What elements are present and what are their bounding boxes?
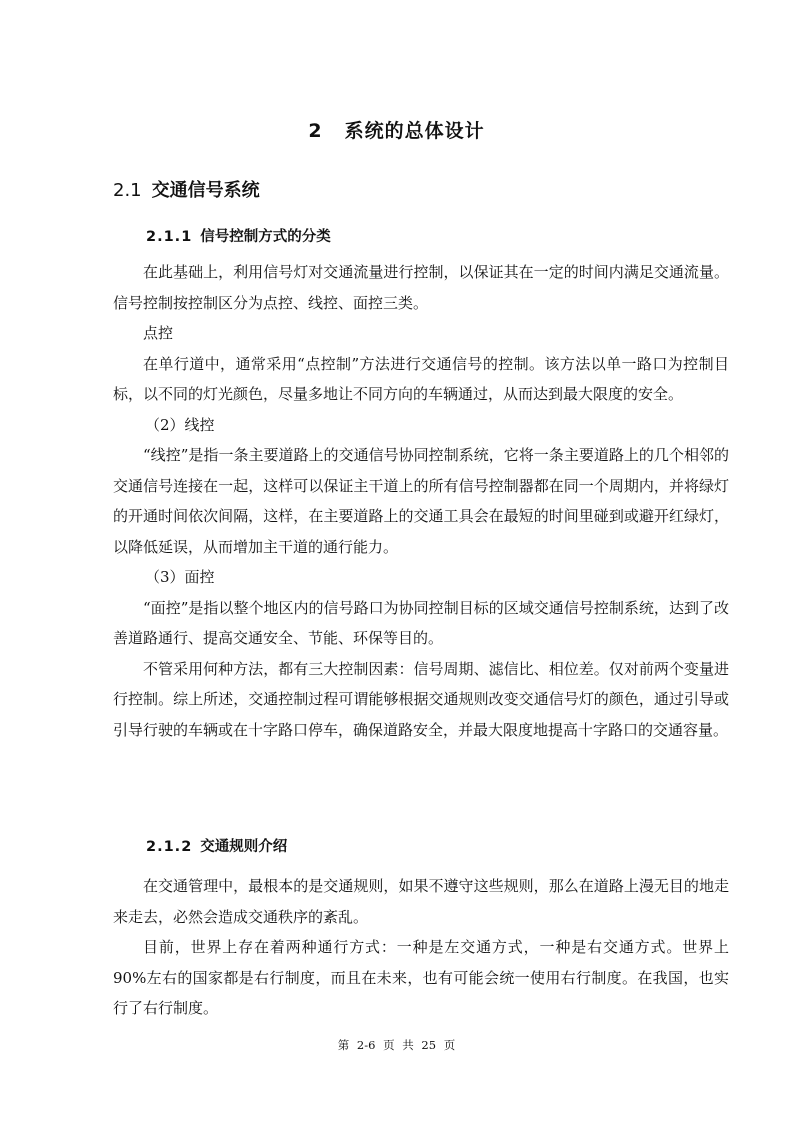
section-title: 交通信号系统: [151, 180, 260, 201]
subsection-heading-1: [146, 225, 331, 246]
subsection-heading-2: [146, 835, 287, 856]
paragraph: “面控”是指以整个地区内的信号路口为协同控制目标的区域交通信号控制系统，达到了改善道路通行、提高交通安全、节能、环保等目的。: [113, 598, 729, 647]
paragraph: 不管采用何种方法，都有三大控制因素：信号周期、滤信比、相位差。仅对前两个变量进行控制。综上所述，交通控制过程可谓能够根据交通规则改变交通信号灯的颜色，通过引导或引导行驶的车辆或在十字路口停车，确保道路安全，并最大限度地提高十字路口的交通容量。: [113, 659, 729, 739]
list-label: （3）面控: [145, 568, 215, 586]
subsection-number: 2.1.1: [146, 229, 193, 245]
chapter-title: 系统的总体设计: [344, 120, 485, 142]
paragraph: 在交通管理中，最根本的是交通规则，如果不遵守这些规则，那么在道路上漫无目的地走来走去，必然会造成交通秩序的紊乱。: [113, 877, 729, 926]
body-block-2: [113, 871, 729, 1024]
chapter-heading: [0, 116, 793, 143]
subsection-number: 2.1.2: [146, 839, 193, 855]
subsection-title: 交通规则介绍: [200, 839, 288, 855]
section-heading: [113, 176, 260, 202]
paragraph: 在此基础上，利用信号灯对交通流量进行控制，以保证其在一定的时间内满足交通流量。信号控制按控制区分为点控、线控、面控三类。: [113, 263, 729, 312]
page-footer: 第 2-6 页 共 25 页: [337, 1038, 456, 1052]
body-block-1: [113, 257, 729, 745]
section-number: 2.1: [113, 180, 142, 201]
subsection-title: 信号控制方式的分类: [200, 229, 331, 245]
paragraph: “线控”是指一条主要道路上的交通信号协同控制系统，它将一条主要道路上的几个相邻的交通信号连接在一起，这样可以保证主干道上的所有信号控制器都在同一个周期内，并将绿灯的开通时间依次间隔，这样，在主要道路上的交通工具会在最短的时间里碰到或避开红绿灯，以降低延误，从而增加主干道的通行能力。: [113, 446, 729, 556]
paragraph: 点控: [143, 324, 174, 342]
paragraph: 目前，世界上存在着两种通行方式：一种是左交通方式，一种是右交通方式。世界上 90%左右的国家都是右行制度，而且在未来，也有可能会统一使用右行制度。在我国，也实行了右行制度。: [113, 938, 729, 1017]
chapter-number: 2: [308, 120, 323, 142]
paragraph: 在单行道中，通常采用“点控制”方法进行交通信号的控制。该方法以单一路口为控制目标，以不同的灯光颜色，尽量多地让不同方向的车辆通过，从而达到最大限度的安全。: [113, 354, 729, 403]
list-label: （2）线控: [145, 415, 215, 434]
